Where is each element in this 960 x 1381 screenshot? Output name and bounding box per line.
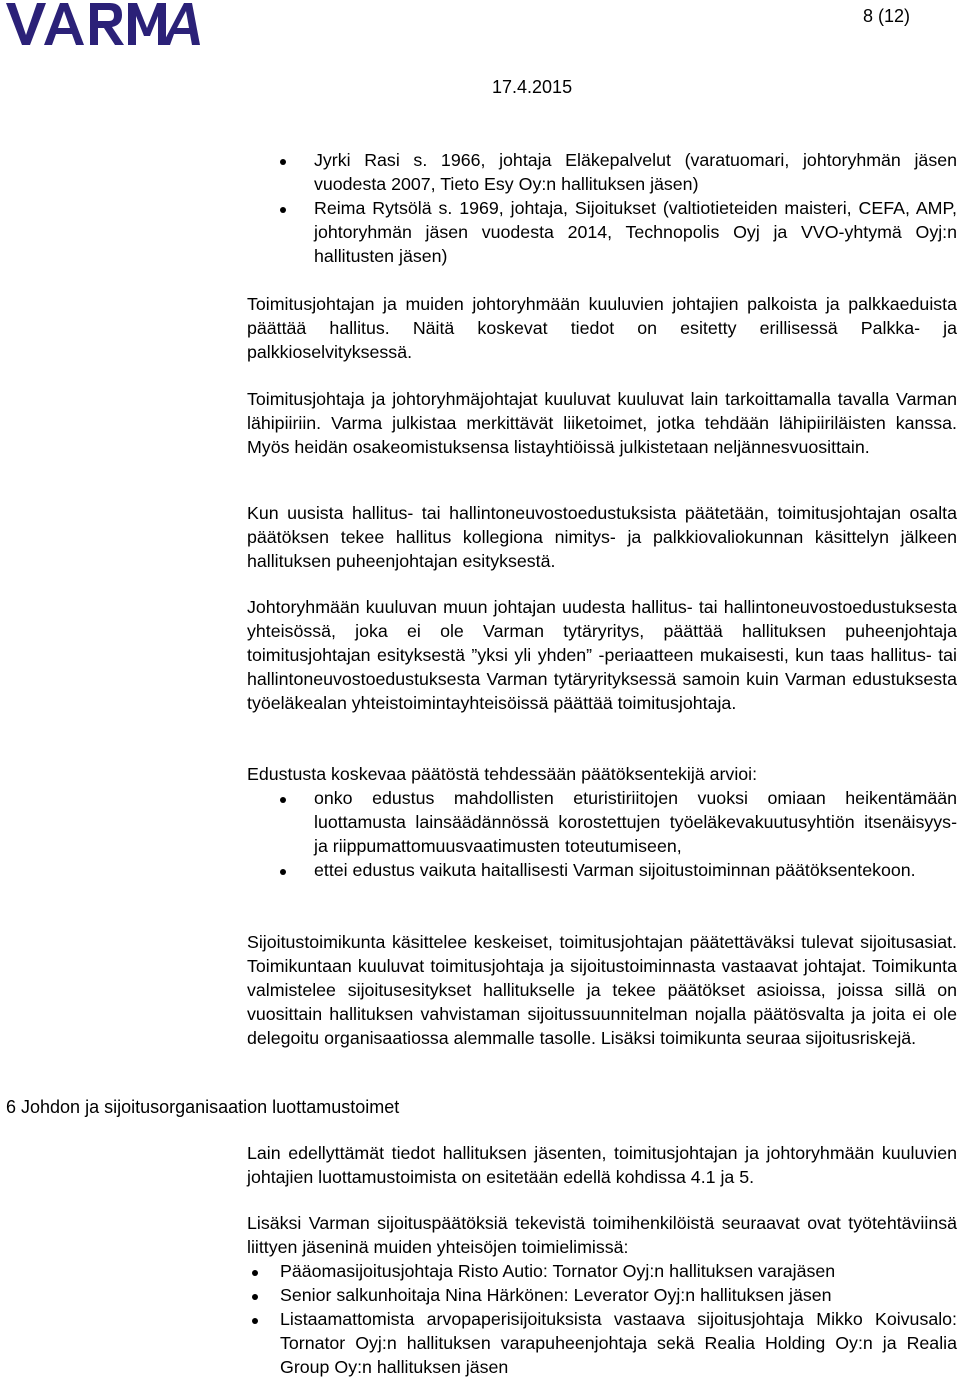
list-item-text: Reima Rytsölä s. 1969, johtaja, Sijoitukset (valtiotieteiden maisteri, CEFA, AMP, johtoryhmän jäsen vuodesta 2014, Technopolis Oyj ja VVO-yhtymä Oyj:n hallitusten jäsen)	[314, 198, 957, 266]
varma-logo	[6, 0, 200, 48]
list-item-text: onko edustus mahdollisten eturistiriitojen vuoksi omiaan heikentämään luottamusta lainsäädännössä korostettujen työeläkevakuutusyhtiön itsenäisyys- ja riippumattomuusvaatimusten toteutumiseen,	[314, 788, 957, 856]
list-item	[314, 858, 957, 882]
page-number: 8 (12)	[862, 6, 910, 26]
paragraph-compensation: Toimitusjohtajan ja muiden johtoryhmään kuuluvien johtajien palkoista ja palkkaeduista päättää hallitus. Näitä koskevat tiedot on esitetty erillisessä Palkka- ja palkkioselvityksessä.	[247, 294, 957, 362]
list-item	[280, 1283, 957, 1307]
paragraph-executive-board-positions: Johtoryhmään kuuluvan muun johtajan uudesta hallitus- tai hallintoneuvostoedustuksesta yhteisössä, joka ei ole Varman tytäryritys, päättää hallituksen puheenjohtaja toimitusjohtajan esityksestä ”yksi yli yhden” -periaatteen mukaisesti, kun taas hallitus- tai hallintoneuvostoedustuksesta Varman tytäryrityksessä samoin kuin Varman edustuksesta työeläkealan yhteistoimintayhteisöissä päättää toimitusjohtaja.	[247, 597, 957, 713]
investment-staff-section	[247, 1211, 957, 1379]
section-heading: 6 Johdon ja sijoitusorganisaation luottamustoimet	[6, 1097, 400, 1117]
list-item	[314, 786, 957, 858]
list-item	[280, 1259, 957, 1283]
bullet-icon	[280, 869, 286, 875]
document-date: 17.4.2015	[492, 77, 573, 97]
paragraph-ceo-board-positions: Kun uusista hallitus- tai hallintoneuvostoedustuksista päätetään, toimitusjohtajan osalta päätöksen tekee hallitus kollegiona nimitys- ja palkkiovaliokunnan käsittelyn jälkeen hallituksen puheenjohtajan esityksestä.	[247, 503, 957, 571]
list-item	[280, 1307, 957, 1379]
bullet-icon	[252, 1318, 258, 1324]
paragraph-related-parties: Toimitusjohtaja ja johtoryhmäjohtajat kuuluvat kuuluvat lain tarkoittamalla tavalla Varman lähipiiriin. Varma julkistaa merkittävät liiketoimet, jotka tehdään lähipiiriläisten kanssa. Myös heidän osakeomistuksensa listayhtiöissä julkistetaan neljännesvuosittain.	[247, 389, 957, 457]
paragraph-criteria-intro: Edustusta koskevaa päätöstä tehdessään päätöksentekijä arvioi:	[247, 764, 758, 784]
list-item-text: ettei edustus vaikuta haitallisesti Varman sijoitustoiminnan päätöksentekoon.	[314, 860, 916, 880]
bullet-icon	[280, 797, 286, 803]
list-item	[314, 196, 957, 268]
bullet-icon	[280, 159, 286, 165]
bullet-icon	[252, 1270, 258, 1276]
bullet-icon	[252, 1294, 258, 1300]
list-item-text: Pääomasijoitusjohtaja Risto Autio: Tornator Oyj:n hallituksen varajäsen	[280, 1261, 836, 1281]
criteria-section	[247, 762, 957, 882]
paragraph-investment-committee: Sijoitustoimikunta käsittelee keskeiset, toimitusjohtajan päätettäväksi tulevat sijoitusasiat. Toimikuntaan kuuluvat toimitusjohtaja ja sijoitustoiminnasta vastaavat johtajat. Toimikunta valmistelee sijoitusesitykset hallitukselle ja tekee päätökset asioissa, joissa sillä on vuosittain hallituksen vahvistaman sijoitussuunnitelman nojalla päätösvalta ja joita ei ole delegoitu organisaatiossa alemmalle tasolle. Lisäksi toimikunta seuraa sijoitusriskejä.	[247, 932, 957, 1048]
top-person-list	[247, 148, 957, 268]
paragraph-trust-positions: Lain edellyttämät tiedot hallituksen jäsenten, toimitusjohtajan ja johtoryhmään kuuluvien johtajien luottamustoimista on esitetään edellä kohdissa 4.1 ja 5.	[247, 1143, 957, 1187]
list-item	[314, 148, 957, 196]
list-item-text: Senior salkunhoitaja Nina Härkönen: Leverator Oyj:n hallituksen jäsen	[280, 1285, 832, 1305]
list-item-text: Jyrki Rasi s. 1966, johtaja Eläkepalvelut (varatuomari, johtoryhmän jäsen vuodesta 2007, Tieto Esy Oy:n hallituksen jäsen)	[314, 150, 957, 194]
paragraph-investment-staff-intro: Lisäksi Varman sijoituspäätöksiä tekevistä toimihenkilöistä seuraavat ovat työtehtäviinsä liittyen jäseninä muiden yhteisöjen toimielimissä:	[247, 1213, 957, 1257]
bullet-icon	[280, 207, 286, 213]
list-item-text: Listaamattomista arvopaperisijoituksista vastaava sijoitusjohtaja Mikko Koivusalo: Tornator Oyj:n hallituksen varapuheenjohtaja sekä Realia Holding Oy:n ja Realia Group Oy:n hallituksen jäsen	[280, 1309, 957, 1377]
